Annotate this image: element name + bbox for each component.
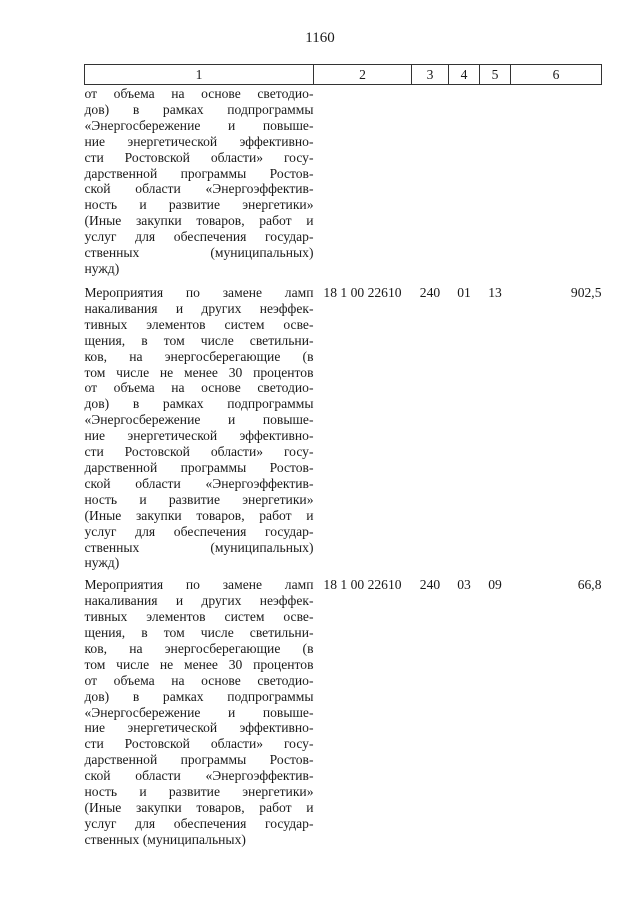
row-description [85, 571, 314, 847]
description-line: ственных (муниципальных) [84, 245, 314, 261]
description-line: от объема на основе светодио- [84, 86, 314, 101]
table-row-continuation [85, 85, 602, 280]
description-line: накаливания и других неэффек- [84, 593, 314, 609]
description-line: дарственной программы Ростов- [84, 459, 314, 475]
description-line: ность и развитие энергетики» [84, 197, 314, 213]
expense-type-code: 240 [419, 577, 441, 593]
description-line: услуг для обеспечения государ- [84, 523, 314, 539]
column-header-5: 5 [480, 65, 511, 85]
description-line: услуг для обеспечения государ- [84, 815, 314, 831]
description-line: ность и развитие энергетики» [84, 784, 314, 800]
description-line: сти Ростовской области» госу- [84, 149, 314, 165]
description-line: дов) в рамках подпрограммы [84, 396, 314, 412]
target-article-code: 18 1 00 22610 [323, 577, 402, 593]
target-article-code: 18 1 00 22610 [323, 285, 402, 300]
description-line: ние энергетической эффективно- [84, 133, 314, 149]
description-line: от объема на основе светодио- [84, 672, 314, 688]
page-number: 1160 [305, 30, 335, 46]
column-header-3: 3 [412, 65, 449, 85]
description-line: ской области «Энергоэффектив- [84, 181, 314, 197]
description-line: ние энергетической эффективно- [84, 428, 314, 444]
description-line: дов) в рамках подпрограммы [84, 688, 314, 704]
description-line: (Иные закупки товаров, работ и [84, 507, 314, 523]
row-description [85, 279, 314, 571]
amount-value: 902,5 [570, 285, 602, 300]
description-line: «Энергосбережение и повыше- [84, 412, 314, 428]
description-line: тивных элементов систем осве- [84, 609, 314, 625]
description-line: ность и развитие энергетики» [84, 491, 314, 507]
description-line: том числе не менее 30 процентов [84, 656, 314, 672]
description-line: щения, в том числе светильни- [84, 332, 314, 348]
description-line: накаливания и других неэффек- [84, 300, 314, 316]
description-line: ков, на энергосберегающие (в [84, 640, 314, 656]
description-line: ской области «Энергоэффектив- [84, 475, 314, 491]
budget-table [84, 64, 602, 848]
description-line: услуг для обеспечения государ- [84, 229, 314, 245]
description-line: ственных (муниципальных) [84, 539, 314, 555]
column-header-6: 6 [511, 65, 602, 85]
description-line: том числе не менее 30 процентов [84, 364, 314, 380]
section-code: 03 [457, 577, 471, 593]
subsection-code: 09 [488, 577, 502, 593]
column-header-4: 4 [449, 65, 480, 85]
description-line: дов) в рамках подпрограммы [84, 101, 314, 117]
section-code: 01 [457, 285, 471, 300]
description-line: Мероприятия по замене ламп [84, 285, 314, 300]
description-line: щения, в том числе светильни- [84, 625, 314, 641]
description-line: тивных элементов систем осве- [84, 316, 314, 332]
description-line: нужд) [84, 260, 120, 276]
column-header-1: 1 [85, 65, 314, 85]
description-line: сти Ростовской области» госу- [84, 444, 314, 460]
description-line: ственных (муниципальных) [84, 831, 246, 847]
description-line: (Иные закупки товаров, работ и [84, 213, 314, 229]
description-line: «Энергосбережение и повыше- [84, 117, 314, 133]
table-header-row [85, 65, 602, 85]
description-line: от объема на основе светодио- [84, 380, 314, 396]
column-header-2: 2 [314, 65, 412, 85]
continuation-description [85, 85, 314, 280]
description-line: дарственной программы Ростов- [84, 752, 314, 768]
table-row [85, 571, 602, 847]
table-row [85, 279, 602, 571]
description-line: дарственной программы Ростов- [84, 165, 314, 181]
description-line: «Энергосбережение и повыше- [84, 704, 314, 720]
expense-type-code: 240 [419, 285, 441, 300]
description-line: нужд) [84, 555, 120, 571]
amount-value: 66,8 [577, 577, 602, 593]
description-line: сти Ростовской области» госу- [84, 736, 314, 752]
description-line: ской области «Энергоэффектив- [84, 768, 314, 784]
description-line: (Иные закупки товаров, работ и [84, 800, 314, 815]
subsection-code: 13 [488, 285, 502, 300]
description-line: Мероприятия по замене ламп [84, 577, 314, 593]
description-line: ние энергетической эффективно- [84, 720, 314, 736]
description-line: ков, на энергосберегающие (в [84, 348, 314, 364]
